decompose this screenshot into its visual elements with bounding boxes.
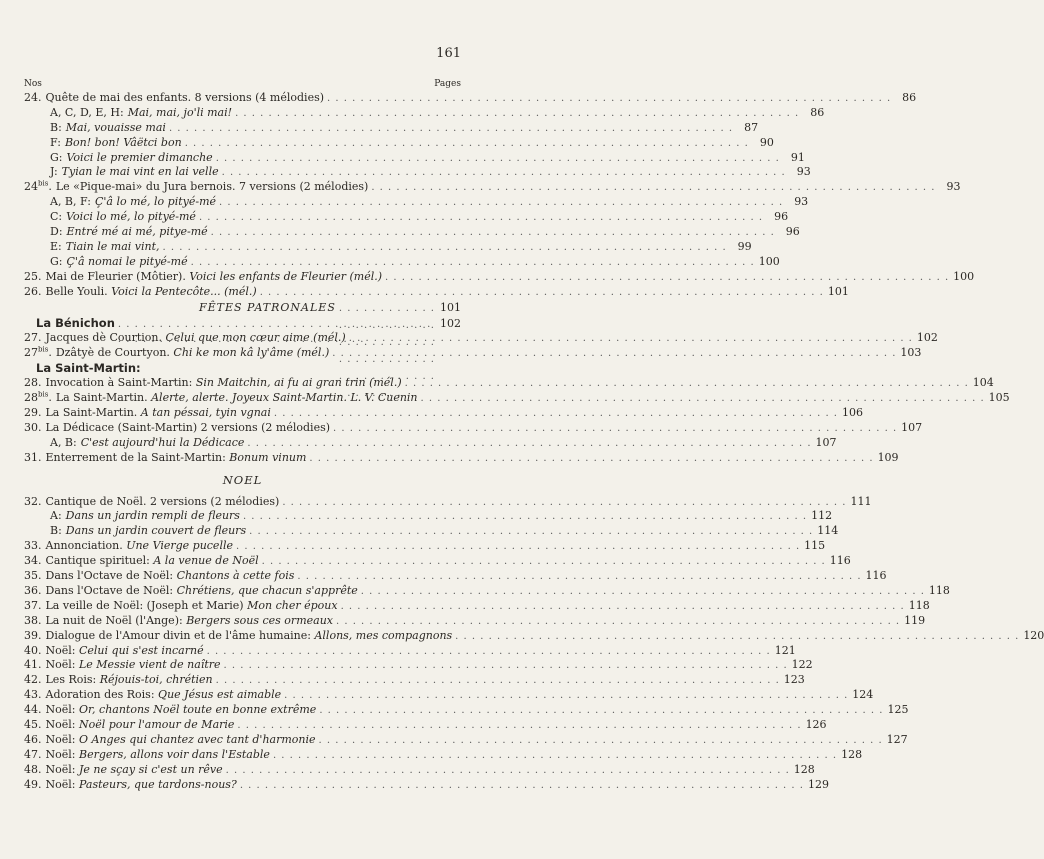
- entry-title: [58, 165, 219, 180]
- dot-leader: [216, 152, 780, 167]
- entry-incipit: Noël pour l'amour de Marie: [78, 717, 235, 731]
- entry-title: [63, 255, 188, 270]
- toc-entry: [24, 643, 796, 659]
- entry-number: 32.: [24, 494, 42, 508]
- toc-entry: [24, 239, 752, 255]
- entry-page: 116: [865, 569, 887, 583]
- group-title: La Saint-Martin:: [36, 361, 141, 376]
- entry-text: Noël:: [45, 732, 76, 746]
- dot-leader: [332, 347, 896, 362]
- entry-title: [62, 210, 196, 225]
- entry-title: [42, 584, 358, 599]
- entry-title: [63, 151, 213, 166]
- entry-title: [42, 406, 271, 421]
- dot-leader: [169, 122, 733, 137]
- column-header-pages: Pages: [434, 79, 461, 89]
- dot-leader: [249, 525, 813, 540]
- entry-number: $28^{bis}$.: [24, 390, 52, 405]
- entries-saint-martin: [24, 376, 1010, 465]
- entry-number: E:: [50, 239, 62, 253]
- toc-entry: [24, 195, 809, 210]
- toc-entry: [24, 420, 923, 436]
- entry-title: [42, 599, 338, 614]
- dot-leader: [336, 615, 900, 630]
- entry-text: Annonciation.: [45, 539, 123, 553]
- entry-number: D:: [50, 225, 63, 239]
- toc-entry: [24, 762, 815, 778]
- entry-title: [42, 763, 223, 778]
- dot-leader: [207, 645, 771, 660]
- entry-page: 107: [901, 420, 923, 434]
- entry-number: 31.: [24, 450, 42, 464]
- entry-title: [42, 421, 331, 436]
- toc-entry: [24, 331, 938, 346]
- toc-entry: [24, 613, 926, 629]
- toc-entry: [24, 376, 994, 391]
- entry-page: 93: [796, 165, 811, 179]
- toc-entry: [24, 345, 922, 361]
- entry-number: C:: [50, 210, 63, 224]
- entry-incipit: A la venue de Noël: [153, 554, 259, 568]
- entry-page: 96: [774, 210, 789, 224]
- entry-text: Noël:: [45, 747, 76, 761]
- entry-number: A, B:: [50, 435, 77, 449]
- entry-text: Dans l'Octave de Noël:: [45, 569, 174, 583]
- entry-number: 35.: [24, 569, 42, 583]
- entry-text: Dialogue de l'Amour divin et de l'âme humaine:: [45, 628, 311, 642]
- entry-text: La veille de Noël: (Joseph et Marie): [45, 598, 244, 612]
- toc-entry: [24, 494, 872, 510]
- entry-number: $27^{bis}$.: [24, 345, 52, 360]
- entry-incipit: Que Jésus est aimable: [158, 688, 282, 702]
- entry-page: 105: [988, 391, 1010, 405]
- entry-page: 96: [785, 225, 800, 239]
- dot-leader: [273, 749, 837, 764]
- entry-number: 48.: [24, 762, 42, 776]
- dot-leader: [361, 585, 925, 600]
- entry-text: Dans l'Octave de Noël:: [45, 583, 174, 597]
- toc-entry: [24, 554, 851, 569]
- entry-page: 100: [953, 269, 975, 283]
- entry-page: 99: [737, 239, 752, 253]
- entry-incipit: Or, chantons Noël toute en bonne extrême: [78, 703, 317, 717]
- entry-title: [42, 285, 257, 300]
- dot-leader: [319, 704, 883, 719]
- entry-title: [91, 195, 216, 210]
- entry-page: 125: [887, 703, 909, 717]
- entry-number: A:: [50, 509, 62, 523]
- entry-title: [42, 778, 237, 793]
- entry-incipit: C'est aujourd'hui la Dédicace: [80, 435, 245, 449]
- table-of-contents: [24, 78, 1044, 792]
- entry-incipit: Voici lo mé, lo pityé-mé: [66, 210, 196, 224]
- column-header-numbers: Nos: [24, 79, 42, 89]
- dot-leader: [385, 271, 949, 286]
- entry-title: [42, 644, 204, 659]
- entry-number: 28.: [24, 376, 42, 390]
- entry-number: G:: [50, 254, 63, 268]
- entry-incipit: Mon cher époux: [247, 598, 338, 612]
- entry-title: [42, 331, 346, 346]
- entry-title: [52, 391, 418, 406]
- entry-text: Noël:: [45, 717, 76, 731]
- toc-entry: [24, 717, 827, 733]
- entry-number: $24^{bis}$.: [24, 179, 52, 194]
- entry-number: 41.: [24, 658, 42, 672]
- entry-number: 24.: [24, 91, 42, 104]
- entry-text: Noël:: [45, 777, 76, 791]
- toc-entry: [24, 747, 863, 763]
- dot-leader: [455, 630, 1019, 645]
- entry-title: [52, 346, 329, 361]
- toc-entry: [24, 673, 805, 688]
- entry-number: B:: [50, 120, 62, 134]
- entry-number: 39.: [24, 628, 42, 642]
- entry-incipit: A tan péssai, tyin vgnai: [140, 406, 271, 420]
- entry-number: 45.: [24, 717, 42, 731]
- entry-incipit: Tyian le mai vint en lai velle: [61, 165, 219, 179]
- toc-entry: [24, 450, 899, 466]
- entry-page: 128: [793, 762, 815, 776]
- entry-number: 37.: [24, 598, 42, 612]
- entry-number: 38.: [24, 613, 42, 627]
- entry-title: [42, 91, 325, 106]
- entry-number: 40.: [24, 643, 42, 657]
- entry-number: 43.: [24, 688, 42, 702]
- entry-incipit: Ç'â lo mé, lo pityé-mé: [94, 195, 217, 209]
- toc-entry: [24, 435, 837, 451]
- entry-title: [42, 733, 316, 748]
- dot-leader: [219, 196, 783, 211]
- entry-number: 44.: [24, 703, 42, 717]
- entry-title: [42, 376, 402, 391]
- toc-entry: [24, 284, 849, 300]
- entry-incipit: Bergers, allons voir dans l'Estable: [78, 747, 270, 761]
- dot-leader: [309, 452, 873, 467]
- entry-page: 107: [815, 435, 837, 449]
- entry-page: 126: [805, 717, 827, 731]
- entry-number: G:: [50, 150, 63, 164]
- entry-page: 129: [807, 777, 829, 791]
- entry-title: [62, 509, 240, 524]
- dot-leader: [319, 734, 883, 749]
- dot-leader: [163, 241, 727, 256]
- toc-entry: [24, 658, 813, 673]
- toc-entry: [24, 539, 826, 554]
- dot-leader: [243, 510, 807, 525]
- entry-title: [62, 240, 160, 255]
- entry-text: Jacques dè Courtion.: [45, 331, 162, 345]
- entry-page: 119: [904, 613, 926, 627]
- entry-text: La nuit de Noël (l'Ange):: [45, 613, 183, 627]
- entry-title: [42, 748, 270, 763]
- entry-title: [62, 524, 246, 539]
- dot-leader: [236, 540, 800, 555]
- entries-noel: [24, 494, 1044, 793]
- entry-number: 46.: [24, 732, 42, 746]
- entry-page: 120: [1023, 628, 1044, 642]
- entry-page: 93: [794, 195, 809, 209]
- toc-entry: [24, 105, 825, 121]
- entry-title: [77, 436, 245, 451]
- dot-leader: [224, 659, 788, 674]
- dot-leader: [349, 332, 913, 347]
- entry-page: 102: [916, 331, 938, 345]
- entry-title: [124, 106, 232, 121]
- entry-number: 42.: [24, 673, 42, 687]
- entry-page: 114: [817, 524, 839, 538]
- entry-title: [42, 629, 453, 644]
- entry-title: [42, 495, 280, 510]
- entry-text: Les Rois:: [45, 673, 97, 687]
- toc-entry: [24, 688, 874, 703]
- page-number: 161: [436, 46, 461, 61]
- entry-incipit: Chrétiens, que chacun s'apprête: [176, 583, 358, 597]
- entry-text: La Dédicace (Saint-Martin) 2 versions (2 mélodies): [45, 420, 331, 434]
- dot-leader: [199, 211, 763, 226]
- toc-entry: [24, 598, 930, 614]
- dot-leader: [260, 286, 824, 301]
- entry-incipit: Celui qui s'est incarné: [78, 643, 204, 657]
- entry-page: 102: [440, 317, 461, 331]
- entry-number: A, B, F:: [50, 195, 91, 209]
- entry-page: 101: [827, 284, 849, 298]
- toc-entry: [24, 777, 829, 793]
- entry-title: [42, 658, 221, 673]
- toc-entry: [24, 509, 833, 524]
- entry-text: Noël:: [45, 762, 76, 776]
- entry-page: 118: [908, 598, 930, 612]
- entry-page: 116: [829, 554, 851, 568]
- entry-incipit: Mai, vouaisse mai: [65, 120, 166, 134]
- entry-incipit: Chi ke mon kâ ly'âme (mél.): [173, 346, 330, 360]
- toc-entry: [24, 406, 863, 421]
- toc-entry: [24, 120, 759, 136]
- entry-page: 86: [902, 91, 917, 104]
- entry-incipit: Sin Maitchin, ai fu ai gran trin (mél.): [195, 376, 402, 390]
- entry-page: 123: [783, 673, 805, 687]
- entry-number: 26.: [24, 284, 42, 298]
- dot-leader: [237, 719, 801, 734]
- entry-number: 29.: [24, 406, 42, 420]
- entry-page: 90: [759, 135, 774, 149]
- dot-leader: [222, 166, 786, 181]
- entry-incipit: Voici les enfants de Fleurier (mél.): [189, 269, 383, 283]
- entry-incipit: Bonum vinum: [229, 450, 307, 464]
- toc-entry: [24, 179, 961, 195]
- group-title: La Bénichon: [36, 316, 115, 331]
- entry-incipit: O Anges qui chantez avec tant d'harmonie: [78, 732, 316, 746]
- entry-page: 86: [810, 105, 825, 119]
- toc-entry: [24, 150, 805, 166]
- entry-incipit: Réjouis-toi, chrétien: [99, 673, 213, 687]
- entry-page: 127: [886, 732, 908, 746]
- dot-leader: [274, 407, 838, 422]
- entry-incipit: Pasteurs, que tardons-nous?: [78, 777, 237, 791]
- entry-page: 115: [804, 539, 826, 553]
- entry-incipit: Alerte, alerte. Joyeux Saint-Martin. L. V. Cuenin: [151, 391, 418, 405]
- entry-page: 128: [841, 747, 863, 761]
- entry-page: 103: [900, 346, 922, 360]
- group-heading-benichon: [24, 316, 461, 331]
- toc-entry: [24, 569, 887, 584]
- toc-entry: [24, 628, 1044, 644]
- entry-incipit: Allons, mes compagnons: [314, 628, 453, 642]
- entry-number: 25.: [24, 269, 42, 283]
- entry-page: 91: [790, 150, 805, 164]
- entry-number: 36.: [24, 583, 42, 597]
- entry-page: 93: [946, 180, 961, 194]
- entry-page: 101: [440, 301, 461, 315]
- entry-text: La Saint-Martin.: [55, 391, 148, 405]
- entry-page: 124: [852, 688, 874, 702]
- entry-page: 106: [842, 406, 863, 420]
- toc-entry: [24, 225, 800, 240]
- toc-entry: [24, 91, 917, 106]
- entry-text: Le «Pique-mai» du Jura bernois. 7 versions (2 mélodies): [55, 180, 369, 194]
- toc-entry: [24, 524, 839, 539]
- entry-text: La Saint-Martin.: [45, 406, 138, 420]
- entry-title: [61, 136, 182, 151]
- entry-text: Invocation à Saint-Martin:: [45, 376, 193, 390]
- entry-incipit: Celui que mon cœur aime (mél.): [165, 331, 346, 345]
- dot-leader: [185, 137, 749, 152]
- entry-incipit: Ç'â nomai le pityé-mé: [66, 254, 188, 268]
- entry-text: Quête de mai des enfants. 8 versions (4 mélodies): [45, 91, 325, 104]
- entry-incipit: Je ne sçay si c'est un rêve: [78, 762, 223, 776]
- dot-leader: [262, 555, 826, 570]
- entry-text: Adoration des Rois:: [45, 688, 155, 702]
- entry-text: Noël:: [45, 658, 76, 672]
- entry-page: 112: [811, 509, 833, 523]
- dot-leader: [240, 779, 804, 794]
- entry-title: [42, 718, 235, 733]
- entry-title: [42, 270, 383, 285]
- dot-leader: [405, 377, 969, 392]
- dot-leader: [226, 764, 790, 779]
- entry-incipit: Bergers sous ces ormeaux: [186, 613, 333, 627]
- entry-page: 121: [774, 643, 796, 657]
- entry-text: Dzâtyè de Courtyon.: [55, 346, 170, 360]
- dot-leader: [211, 226, 775, 241]
- entry-incipit: Voici la Pentecôte... (mél.): [111, 284, 257, 298]
- entry-page: 122: [791, 658, 813, 672]
- toc-entry: [24, 254, 780, 270]
- entry-page: 104: [972, 376, 994, 390]
- entry-title: [42, 539, 234, 554]
- dot-leader: [284, 689, 848, 704]
- entry-title: [42, 673, 213, 688]
- toc-entry: [24, 732, 908, 748]
- entry-title: [42, 569, 295, 584]
- entry-number: B:: [50, 524, 62, 538]
- toc-entry: [24, 390, 1010, 406]
- entry-page: 100: [758, 254, 780, 268]
- section-heading-fetes: [24, 299, 461, 316]
- section-title: FÊTES PATRONALES: [199, 301, 336, 315]
- entry-page: 111: [850, 494, 872, 508]
- entry-title: [42, 451, 307, 466]
- entry-title: [63, 225, 208, 240]
- entry-number: 27.: [24, 331, 42, 345]
- entries-benichon: [24, 331, 938, 361]
- section-heading-noel: NOEL: [222, 472, 263, 487]
- entry-number: 33.: [24, 539, 42, 553]
- entries-mai: [24, 91, 975, 299]
- dot-leader: [333, 422, 897, 437]
- dot-leader: [371, 181, 935, 196]
- toc-entry: [24, 135, 774, 151]
- entry-number: J:: [50, 165, 58, 179]
- entry-incipit: Entré mé ai mé, pitye-mé: [66, 225, 208, 239]
- entry-incipit: Bon! bon! Vâëtci bon: [64, 135, 182, 149]
- dot-leader: [247, 437, 811, 452]
- dot-leader: [421, 392, 985, 407]
- entry-text: Cantique spirituel:: [45, 554, 150, 568]
- entry-title: [42, 688, 282, 703]
- entry-incipit: Le Messie vient de naître: [78, 658, 221, 672]
- entry-incipit: Dans un jardin couvert de fleurs: [65, 524, 247, 538]
- entry-incipit: Voici le premier dimanche: [66, 150, 213, 164]
- entry-page: 109: [877, 450, 899, 464]
- entry-number: 34.: [24, 554, 42, 568]
- dot-leader: [235, 107, 799, 122]
- entry-title: [42, 554, 259, 569]
- entry-page: 87: [744, 120, 759, 134]
- toc-entry: [24, 703, 909, 718]
- entry-text: Mai de Fleurier (Môtier).: [45, 269, 186, 283]
- dot-leader: [341, 600, 905, 615]
- toc-entry: [24, 269, 975, 285]
- entry-number: 47.: [24, 747, 42, 761]
- entry-text: Enterrement de la Saint-Martin:: [45, 450, 226, 464]
- entry-text: Noël:: [45, 643, 76, 657]
- entry-number: F:: [50, 135, 61, 149]
- entry-number: 49.: [24, 777, 42, 791]
- toc-entry: [24, 583, 950, 599]
- entry-text: Belle Youli.: [45, 284, 108, 298]
- dot-leader: [297, 570, 861, 585]
- column-headers: [24, 78, 461, 91]
- dot-leader: [327, 92, 891, 107]
- entry-title: [42, 703, 317, 718]
- entry-incipit: Une Vierge pucelle: [126, 539, 233, 553]
- toc-entry: [24, 210, 789, 225]
- dot-leader: [191, 256, 755, 271]
- entry-title: [52, 180, 369, 195]
- entry-title: [62, 121, 166, 136]
- entry-incipit: Dans un jardin rempli de fleurs: [65, 509, 240, 523]
- entry-text: Noël:: [45, 703, 76, 717]
- entry-title: [42, 614, 333, 629]
- dot-leader: [216, 674, 780, 689]
- entry-page: 118: [928, 583, 950, 597]
- dot-leader: [282, 496, 846, 511]
- entry-number: A, C, D, E, H:: [50, 105, 124, 119]
- entry-text: Cantique de Noël. 2 versions (2 mélodies): [45, 494, 280, 508]
- entry-incipit: Mai, mai, jo'li mai!: [127, 105, 233, 119]
- entry-incipit: Tiain le mai vint,: [65, 239, 160, 253]
- entry-incipit: Chantons à cette fois: [176, 569, 295, 583]
- entry-number: 30.: [24, 420, 42, 434]
- toc-entry: [24, 165, 811, 180]
